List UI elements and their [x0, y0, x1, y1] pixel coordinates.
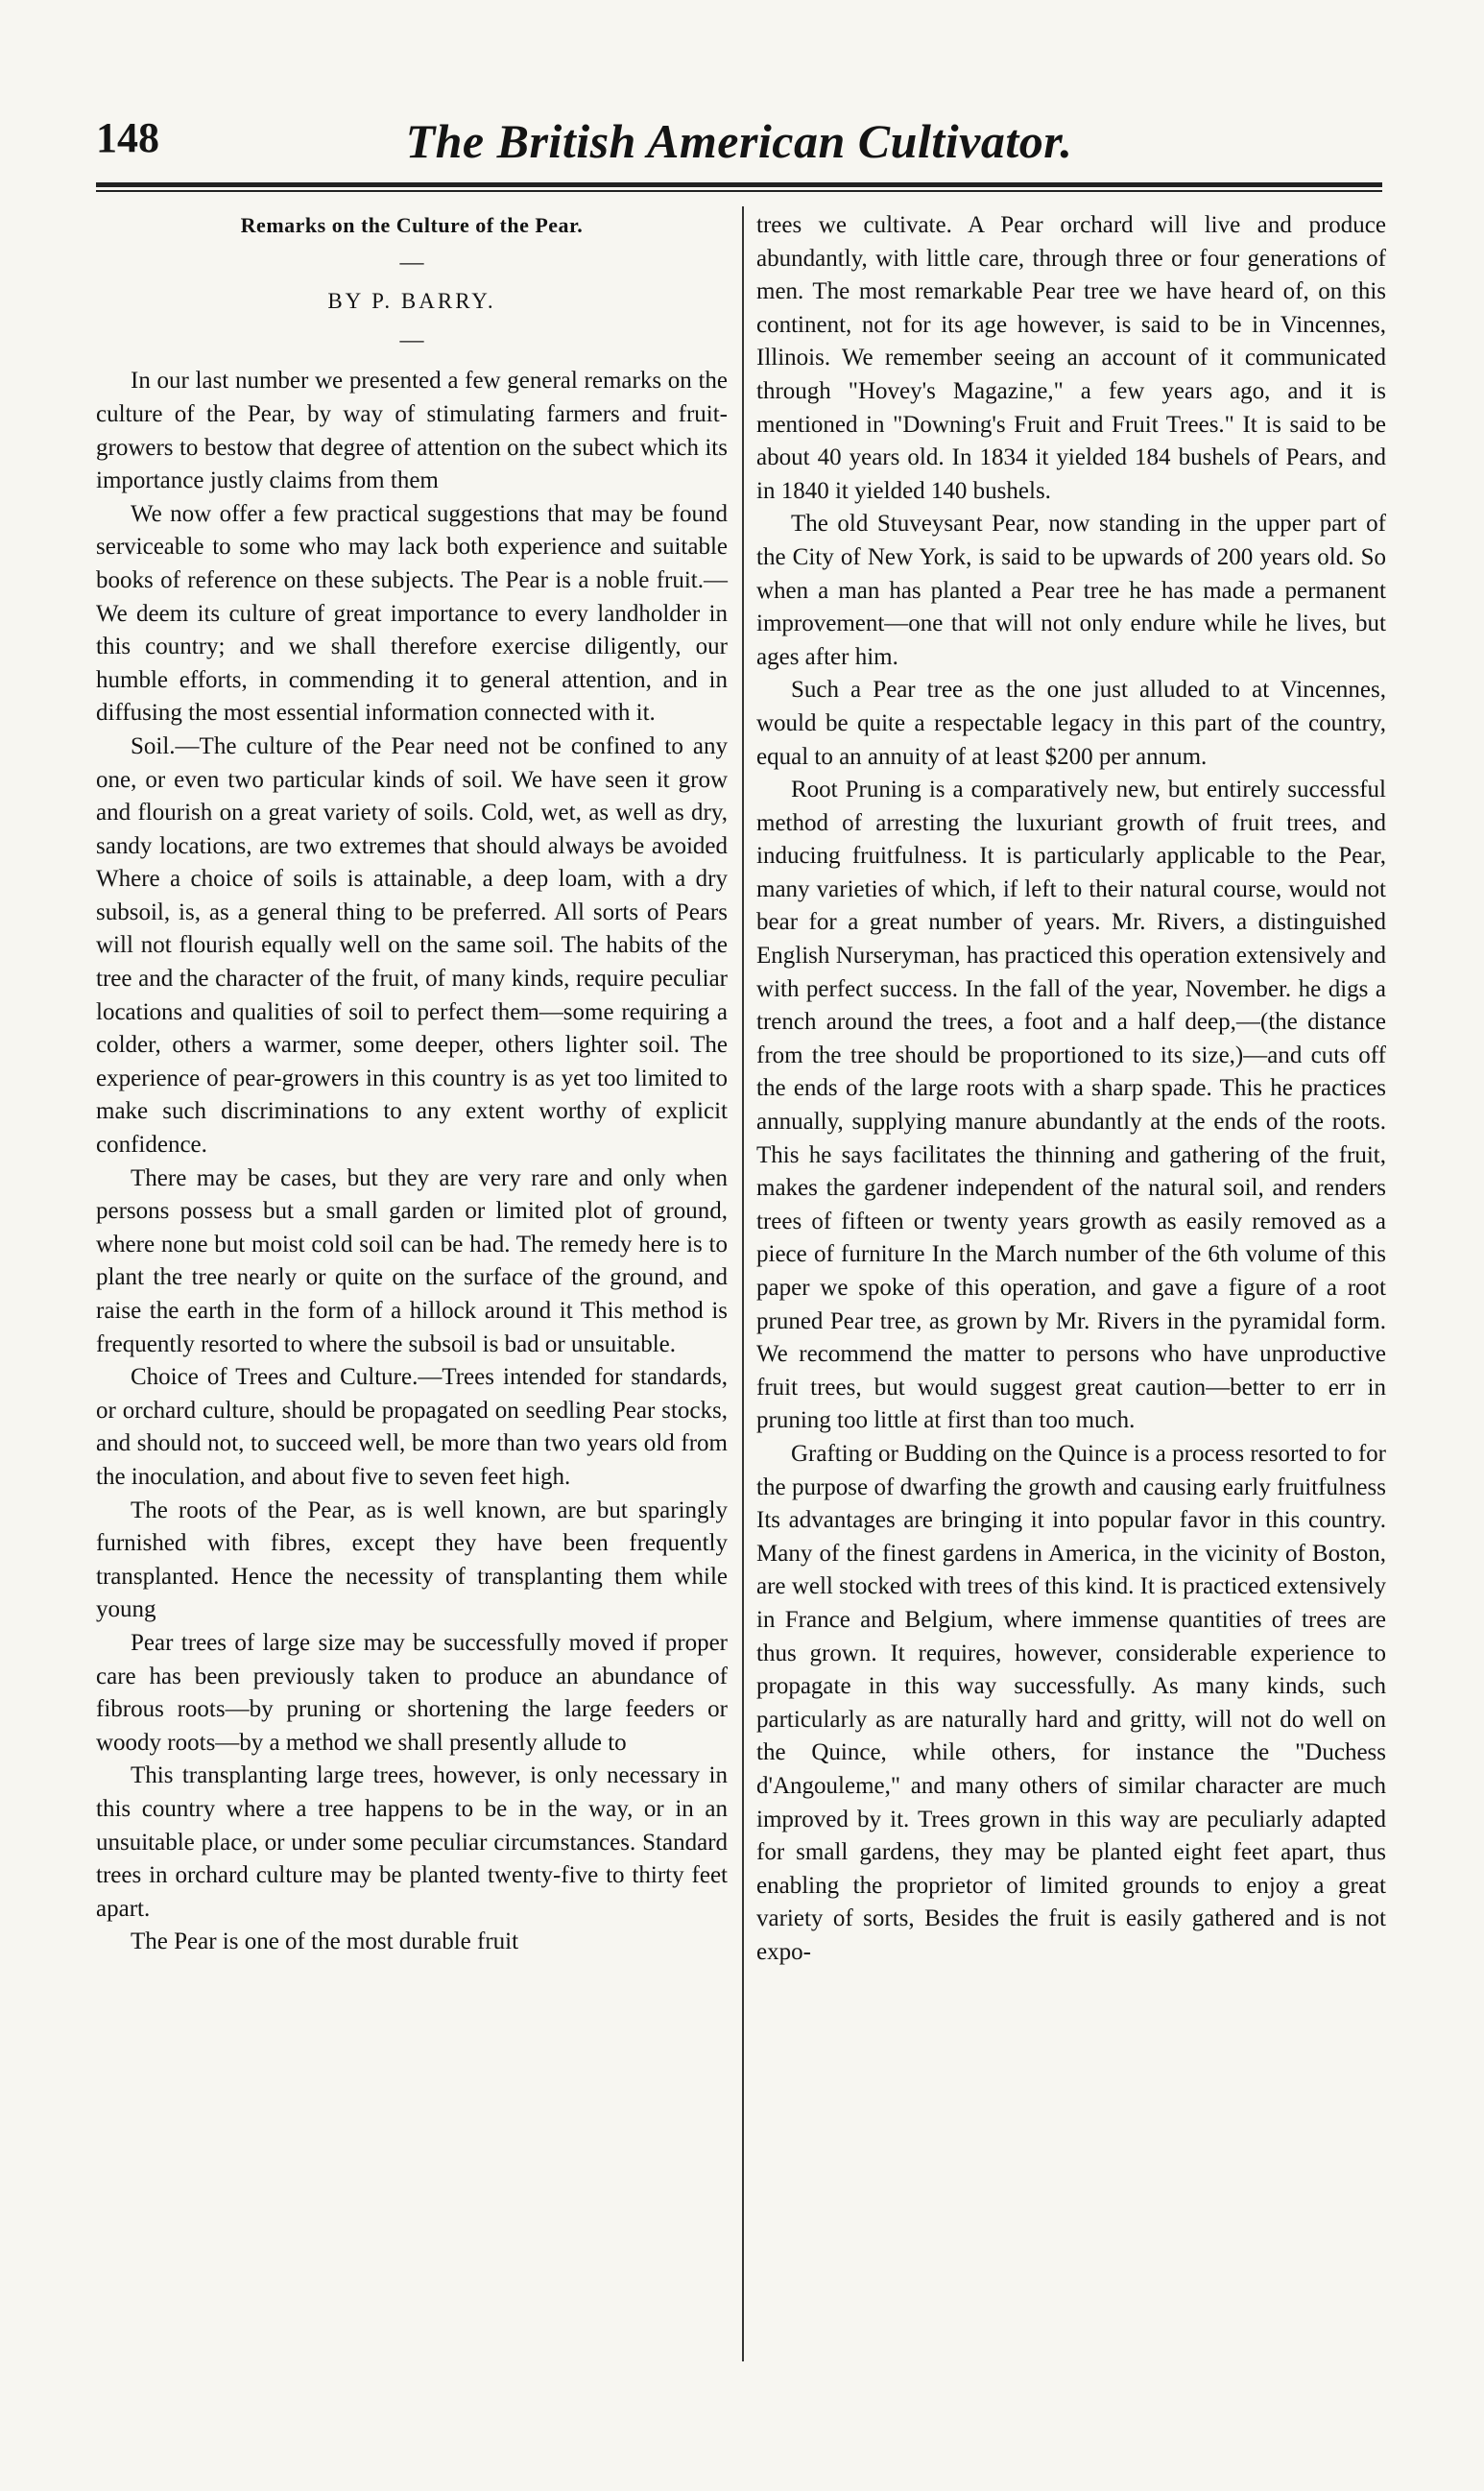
paragraph: Choice of Trees and Culture.—Trees intended for standards, or orchard culture, should be propagated on seedling Pear stocks, and should not, to succeed well, be more than two years old from the inoculation, and about five to seven feet high.	[96, 1364, 728, 1490]
paragraph: Root Pruning is a comparatively new, but entirely successful method of arresting the luxuriant growth of fruit trees, and inducing fruitfulness. It is particularly applicable to the Pear, many varieties of which, if left to their natural course, would not bear for a great number of years. Mr. Rivers, a distinguished English Nurseryman, has practiced this operation extensively and with perfect success. In the fall of the year, November. he digs a trench around the trees, a foot and a half deep,—(the distance from the tree should be proportioned to its size,)—and cuts off the ends of the large roots with a sharp spade. This he practices annually, supplying manure abundantly at the ends of the roots. This he says facilitates the thinning and gathering of the fruit, makes the gardener independent of the natural soil, and renders trees of fifteen or twenty years growth as easily removed as a piece of furniture In the March number of the 6th volume of this paper we spoke of this operation, and gave a figure of a root pruned Pear tree, as grown by Mr. Rivers in the pyramidal form. We recommend the matter to persons who have unproductive fruit trees, but would suggest great caution—better to err in pruning too little at first than too much.	[756, 777, 1386, 1434]
header-rule	[96, 182, 1382, 196]
byline-dash: —	[399, 326, 424, 353]
paragraph: Grafting or Budding on the Quince is a process resorted to for the purpose of dwarfing the growth and causing early fruitfulness Its advantages are bringing it into popular favor in this country. Many of the finest gardens in America, in the vicinity of Boston, are well stocked with trees of this kind. It is practiced extensively in France and Belgium, where immense quantities of trees are thus grown. It requires, however, considerable experience to propagate in this way successfully. As many kinds, such particularly as are naturally hard and gritty, will not do well on the Quince, while others, for instance the "Duchess d'Angouleme," and many others of similar character are much improved by it. Trees grown in this way are peculiarly adapted for small gardens, they may be planted eight feet apart, thus enabling the proprietor of limited grounds to enjoy a great variety of sorts, Besides the fruit is easily gathered and is not expo-	[756, 1440, 1386, 1965]
title-dash: —	[399, 249, 424, 275]
paragraph: Such a Pear tree as the one just alluded to at Vincennes, would be quite a respectable legacy in this part of the country, equal to an annuity of at least $200 per annum.	[756, 677, 1386, 770]
page-number: 148	[96, 114, 159, 161]
page-header	[96, 113, 1382, 190]
column-divider	[742, 206, 744, 2361]
article-title: Remarks on the Culture of the Pear.	[240, 213, 584, 237]
right-column	[756, 209, 1386, 1969]
running-title: The British American Cultivator.	[405, 114, 1073, 168]
paragraph: The roots of the Pear, as is well known, are but sparingly furnished with fibres, except they have been frequently transplanted. Hence the necessity of transplanting them while young	[96, 1497, 728, 1623]
paragraph: trees we cultivate. A Pear orchard will live and produce abundantly, with little care, through three or four generations of men. The most remarkable Pear tree we have heard of, on this continent, not for its age however, is said to be in Vincennes, Illinois. We remember seeing an account of it communicated through "Hovey's Magazine," a few years ago, and it is mentioned in "Downing's Fruit and Fruit Trees." It is said to be about 40 years old. In 1834 it yielded 184 bushels of Pears, and in 1840 it yielded 140 bushels.	[756, 212, 1386, 504]
paragraph: This transplanting large trees, however, is only necessary in this country where a tree happens to be in the way, or in an unsuitable place, or under some peculiar circumstances. Standard trees in orchard culture may be planted twenty-five to thirty feet apart.	[96, 1762, 728, 1922]
paragraph: The Pear is one of the most durable fruit	[131, 1928, 519, 1955]
paragraph: Pear trees of large size may be successfully moved if proper care has been previously taken to produce an abundance of fibrous roots—by pruning or shortening the large feeders or woody roots—by a method we shall presently allude to	[96, 1629, 728, 1756]
byline: BY P. BARRY.	[327, 289, 496, 314]
paragraph: In our last number we presented a few general remarks on the culture of the Pear, by way of stimulating farmers and fruit-growers to bestow that degree of attention on the subect which its importance justly claims from them	[96, 368, 728, 494]
paragraph: Soil.—The culture of the Pear need not be confined to any one, or even two particular kinds of soil. We have seen it grow and flourish on a great variety of soils. Cold, wet, as well as dry, sandy locations, are two extremes that should always be avoided Where a choice of soils is attainable, a deep loam, with a dry subsoil, is, as a general thing to be preferred. All sorts of Pears will not flourish equally well on the same soil. The habits of the tree and the character of the fruit, of many kinds, require peculiar locations and qualities of soil to perfect them—some requiring a colder, others a warmer, some deeper, others lighter soil. The experience of pear-growers in this country is as yet too limited to make such discriminations to any extent worthy of explicit confidence.	[96, 732, 728, 1159]
paragraph: The old Stuveysant Pear, now standing in the upper part of the City of New York, is said to be upwards of 200 years old. So when a man has planted a Pear tree he has made a permanent improvement—one that will not only endure while he lives, but ages after him.	[756, 511, 1386, 670]
left-column	[96, 209, 728, 1959]
paragraph: We now offer a few practical suggestions that may be found serviceable to some who may lack both experience and suitable books of reference on these subjects. The Pear is a noble fruit.— We deem its culture of great importance to every landholder in this country; and we shall therefore exercise diligently, our humble efforts, in commending it to general attention, and in diffusing the most essential information connected with it.	[96, 500, 728, 727]
paragraph: There may be cases, but they are very rare and only when persons possess but a small garden or limited plot of ground, where none but moist cold soil can be had. The remedy here is to plant the tree nearly or quite on the surface of the ground, and raise the earth in the form of a hillock around it This method is frequently resorted to where the subsoil is bad or unsuitable.	[96, 1164, 728, 1357]
